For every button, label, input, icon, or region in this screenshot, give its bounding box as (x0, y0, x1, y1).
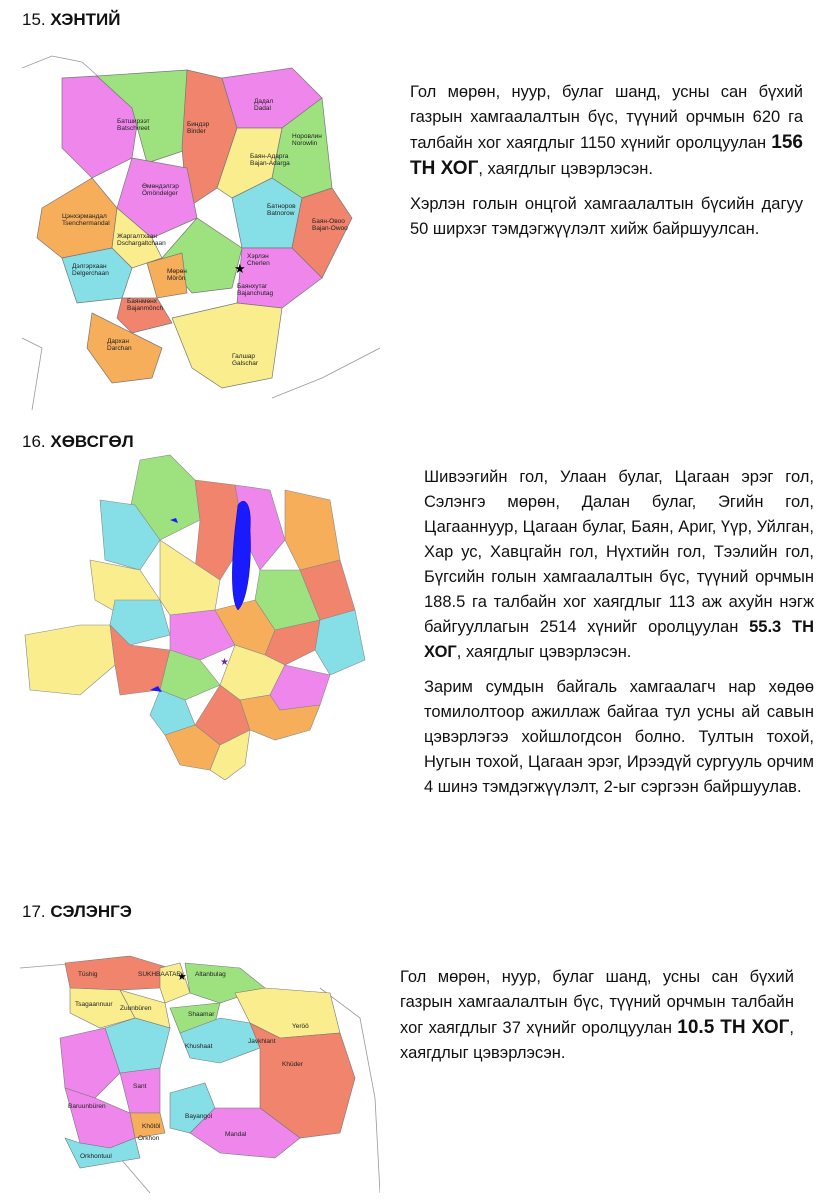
amount-highlight: 10.5 ТН ХОГ (677, 1017, 790, 1038)
paragraph: Зарим сумдын байгаль хамгаалагч нар хөдөө томилолтоор ажиллаж байгаа тул усны ай савын цэвэрлэгээ хойшлогдсон болно. Тултын тохой, Нугын тохой, Цагаан эрэг, Ирээдүй сургууль орчим 4 шинэ тэмдэгжүүлэлт, 2-ыг сэргээн байршуулав. (424, 678, 814, 796)
map-label: Баянмөнх (127, 298, 157, 305)
map-label: Дархан (107, 338, 129, 345)
section-17-text (400, 965, 794, 1076)
map-label: Altanbulag (195, 971, 226, 978)
section-number: 15. (22, 10, 46, 29)
khuvsgul-map (20, 450, 375, 795)
text-span: , хаягдлыг цэвэрлэсэн. (456, 643, 632, 661)
khentii-map (22, 48, 380, 410)
map-label: Orkhon (138, 1135, 160, 1142)
map-label: Ömöndelger (142, 190, 178, 197)
section-16-heading (22, 432, 134, 452)
selenge-map (20, 948, 380, 1193)
section-title: ХЭНТИЙ (50, 10, 121, 29)
map-label: Khötöl (142, 1123, 161, 1130)
map-label: Bajan-Owoo (312, 225, 348, 232)
map-label: Дадал (254, 98, 274, 105)
map-label: Баянхутаг (237, 283, 268, 290)
map-label: Хэрлэн (247, 253, 269, 260)
map-label: Mörön (167, 275, 186, 282)
map-label: Dadal (254, 105, 271, 112)
map-label: Баян-Овоо (312, 218, 345, 225)
map-label: Mandal (225, 1131, 247, 1138)
map-label: Delgerchaan (72, 270, 109, 277)
map-label: SUKHBAATAR (138, 971, 182, 978)
map-label: Sant (133, 1083, 147, 1090)
svg-text:★: ★ (220, 657, 229, 668)
map-label: Yeröö (292, 1023, 309, 1030)
section-title: СЭЛЭНГЭ (50, 902, 132, 921)
map-label: Tsagaannuur (75, 1001, 113, 1008)
map-label: Orkhontuul (80, 1153, 112, 1160)
section-15-heading (22, 10, 120, 30)
text-span: Гол мөрөн, нуур, булаг шанд, усны сан бүхий газрын хамгаалалтын бүс, түүний орчмын талбайн хог хаягдлыг 37 хүнийг оролцуулан (400, 968, 794, 1037)
map-label: Khüder (282, 1061, 303, 1068)
paragraph (424, 465, 814, 665)
map-label: Galschar (232, 360, 259, 367)
map-label: Norowlin (292, 140, 318, 147)
map-label: Bajan-Adarga (250, 160, 290, 167)
map-label: Норовлин (292, 133, 322, 140)
map-label: Мөрөн (167, 268, 187, 275)
text-span: Гол мөрөн, нуур, булаг шанд, усны сан бүхий газрын хамгаалалтын бүс, түүний орчмын 620 га талбайн хог хаягдлыг 1150 хүнийг оролцуулан (410, 83, 803, 152)
map-label: Bayangol (185, 1113, 213, 1120)
section-16-text (424, 465, 814, 810)
map-label: Shaamar (188, 1011, 215, 1018)
section-number: 17. (22, 902, 46, 921)
map-label: Javkhlant (248, 1038, 276, 1045)
text-span: , хаягдлыг цэвэрлэсэн. (478, 160, 653, 178)
section-15-text (410, 80, 803, 252)
capital-star-icon: ★ (234, 261, 246, 276)
map-label: Bajanchutag (237, 290, 274, 297)
map-label: Batnorow (267, 210, 295, 217)
map-label: Дэлгэрхаан (72, 263, 107, 270)
map-label: Өмөндэлгэр (142, 183, 179, 190)
map-label: Биндэр (187, 121, 210, 128)
amount-highlight: 55.3 ТН ХОГ (424, 618, 814, 661)
svg-text:★: ★ (177, 971, 187, 983)
section-17-heading (22, 902, 132, 922)
map-label: Tüshig (78, 971, 98, 978)
text-span: , хаягдлыг цэвэрлэсэн. (400, 1019, 794, 1062)
paragraph (400, 965, 794, 1066)
map-label: Tsenchermandal (62, 220, 110, 227)
map-label: Darchan (107, 345, 132, 352)
map-label: Binder (187, 128, 206, 135)
map-label: Жаргалтхаан (117, 233, 157, 240)
map-label: Bajanmönch (127, 305, 164, 312)
map-label: Батширээт (117, 118, 150, 125)
section-title: ХӨВСГӨЛ (50, 432, 134, 451)
map-label: Цэнхэрмандал (62, 213, 107, 220)
amount-highlight: 156 ТН ХОГ (410, 132, 803, 179)
section-number: 16. (22, 432, 46, 451)
paragraph: Хэрлэн голын онцгой хамгаалалтын бүсийн дагуу 50 ширхэг тэмдэгжүүлэлт хийж байршуулсан. (410, 195, 803, 238)
map-label: Cherlen (247, 260, 270, 267)
map-label: Khushaat (185, 1043, 213, 1050)
map-label: Baruunbüren (68, 1103, 106, 1110)
map-label: Галшар (232, 353, 256, 360)
paragraph (410, 80, 803, 182)
map-label: Zuunbüren (120, 1005, 152, 1012)
text-span: Шивээгийн гол, Улаан булаг, Цагаан эрэг гол, Сэлэнгэ мөрөн, Далан булаг, Эгийн гол, Цагааннуур, Цагаан булаг, Баян, Ариг, Үүр, Уйлган, Хар ус, Хавцгайн гол, Нүхтийн гол, Тээлийн гол, Бүгсийн голын хамгаалалтын бүс, түүний орчмын 188.5 га талбайн хог хаягдлыг 113 аж ахуйн нэгж байгууллагын 2514 хүнийг оролцуулан (424, 468, 814, 636)
map-label: Dschargaltchaan (117, 240, 166, 247)
map-label: Баян-Адарга (250, 153, 289, 160)
map-label: Батноров (267, 203, 296, 210)
map-label: Batschireet (117, 125, 150, 132)
